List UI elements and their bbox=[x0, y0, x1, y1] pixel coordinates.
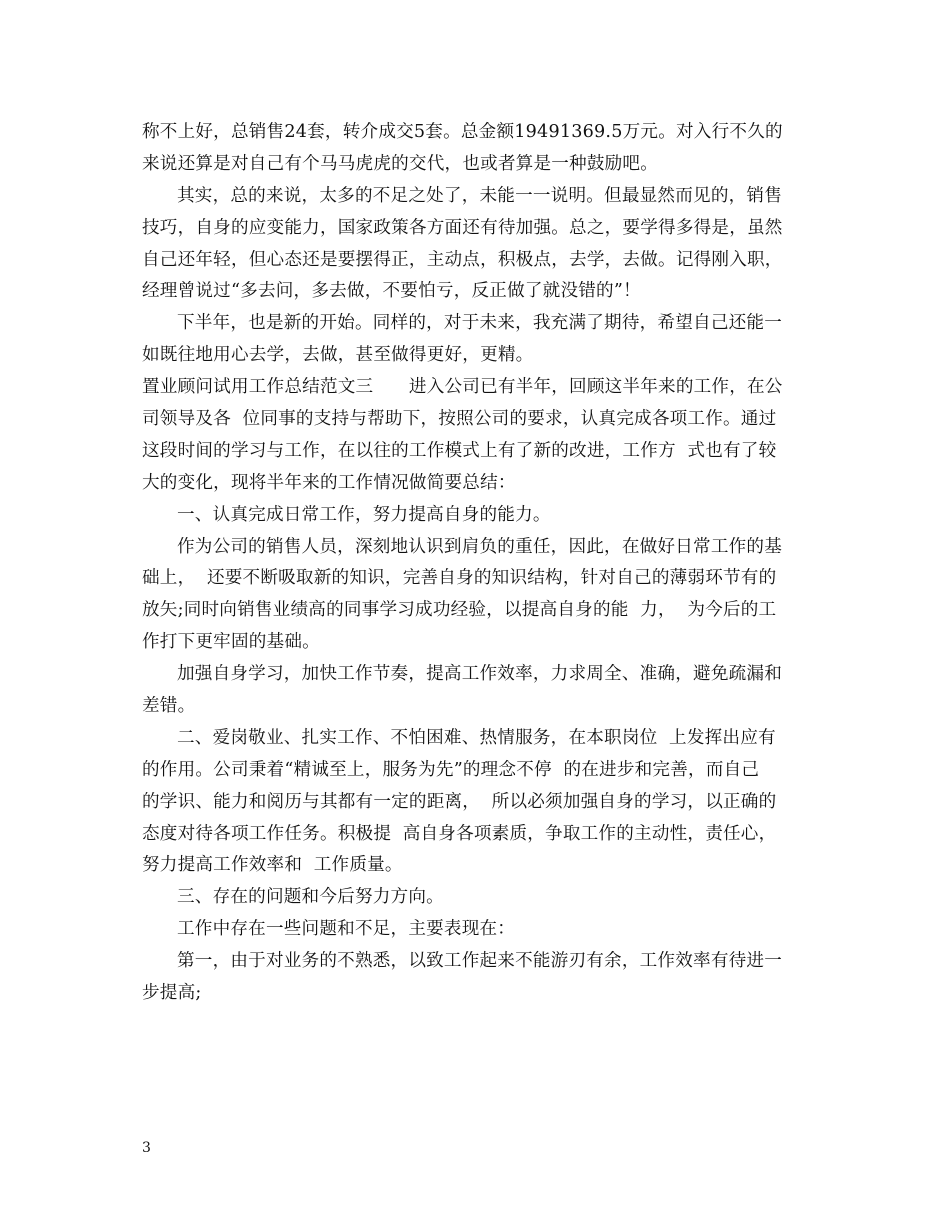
text-line: 放矢;同时向销售业绩高的同事学习成功经验，以提高自身的能 力， 为今后的工 bbox=[142, 600, 777, 621]
text-line: 差错。 bbox=[142, 696, 196, 717]
text-line: 础上， 还要不断吸取新的知识，完善自身的知识结构，针对自己的薄弱环节有的 bbox=[142, 568, 777, 589]
text-line: 作打下更牢固的基础。 bbox=[142, 632, 320, 653]
text-line: 其实，总的来说，太多的不足之处了，未能一一说明。但最显然而见的，销售 bbox=[177, 185, 782, 206]
text-line: 司领导及各 位同事的支持与帮助下，按照公司的要求，认真完成各项工作。通过 bbox=[142, 409, 777, 430]
text-line: 步提高; bbox=[142, 983, 202, 1004]
text-line: 如既往地用心去学，去做，甚至做得更好，更精。 bbox=[142, 345, 534, 366]
text-line: 来说还算是对自己有个马马虎虎的交代，也或者算是一种鼓励吧。 bbox=[142, 153, 659, 174]
text-line: 这段时间的学习与工作，在以往的工作模式上有了新的改进，工作方 式也有了较 bbox=[142, 440, 777, 461]
text-line: 作为公司的销售人员，深刻地认识到肩负的重任，因此，在做好日常工作的基 bbox=[177, 536, 782, 557]
page-number: 3 bbox=[142, 1140, 151, 1156]
heading-line: 一、认真完成日常工作，努力提高自身的能力。 bbox=[177, 504, 551, 525]
text-line: 努力提高工作效率和 工作质量。 bbox=[142, 855, 403, 876]
document-body bbox=[142, 117, 812, 1010]
heading-line: 三、存在的问题和今后努力方向。 bbox=[177, 887, 444, 908]
heading-line: 二、爱岗敬业、扎实工作、不怕困难、热情服务，在本职岗位 上发挥出应有 bbox=[177, 727, 776, 748]
text-line: 态度对待各项工作任务。积极提 高自身各项素质，争取工作的主动性，责任心， bbox=[142, 823, 777, 844]
text-line: 下半年，也是新的开始。同样的，对于未来，我充满了期待，希望自己还能一 bbox=[177, 313, 782, 334]
text-line: 自己还年轻，但心态还是要摆得正，主动点，积极点，去学，去做。记得刚入职， bbox=[142, 249, 783, 270]
text-line: 大的变化，现将半年来的工作情况做简要总结： bbox=[142, 472, 516, 493]
text-line: 工作中存在一些问题和不足，主要表现在： bbox=[177, 919, 516, 940]
text-line: 经理曾说过“多去问，多去做，不要怕亏，反正做了就没错的”！ bbox=[142, 281, 641, 302]
text-line: 的作用。公司秉着“精诚至上，服务为先”的理念不停 的在进步和完善，而自己 bbox=[142, 759, 760, 780]
text-line: 称不上好，总销售24套，转介成交5套。总金额19491369.5万元。对入行不久的 bbox=[142, 122, 783, 142]
text-line: 技巧，自身的应变能力，国家政策各方面还有待加强。总之，要学得多得是，虽然 bbox=[142, 217, 783, 238]
section-title-line: 置业顾问试用工作总结范文三 进入公司已有半年，回顾这半年来的工作，在公 bbox=[142, 377, 783, 398]
text-line: 的学识、能力和阅历与其都有一定的距离， 所以必须加强自身的学习，以正确的 bbox=[142, 791, 777, 812]
text-line: 加强自身学习，加快工作节奏，提高工作效率，力求周全、准确，避免疏漏和 bbox=[177, 664, 782, 685]
text-line: 第一，由于对业务的不熟悉，以致工作起来不能游刃有余，工作效率有待进一 bbox=[177, 951, 782, 972]
